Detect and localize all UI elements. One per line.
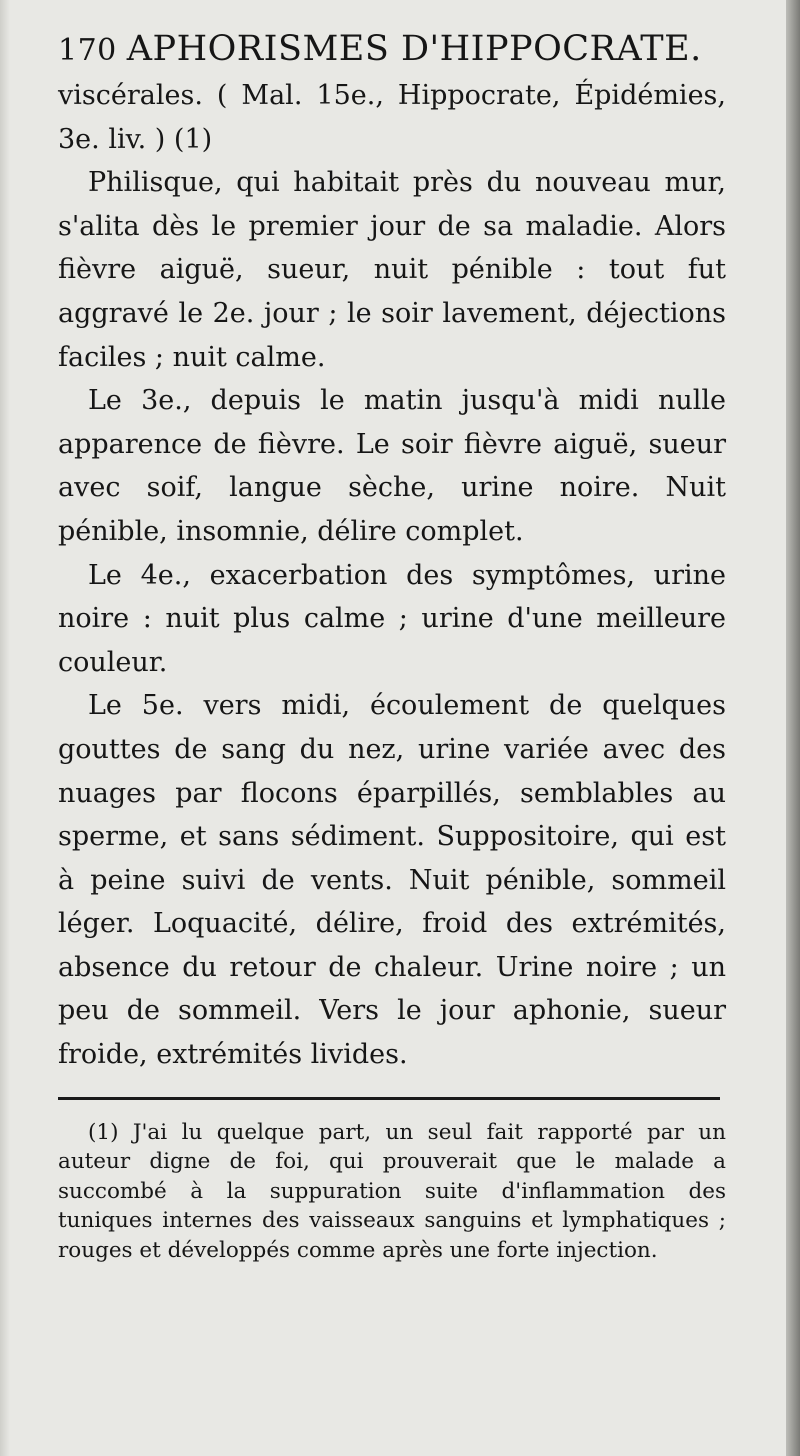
paragraph-day-4: Le 4e., exacerbation des symptômes, urine noire : nuit plus calme ; urine d'une meilleure couleur.: [58, 559, 726, 678]
body-text: [58, 74, 726, 1077]
footnote-separator: [58, 1097, 720, 1100]
running-head: [58, 24, 726, 74]
page-number: 170: [58, 33, 117, 68]
footnote-text: (1) J'ai lu quelque part, un seul fait rapporté par un auteur digne de foi, qui prouverait que le malade a succombé à la suppuration suite d'inflammation des tuniques internes des vaisseaux sanguins et lymphatiques ; rouges et développés comme après une forte injection.: [58, 1119, 726, 1264]
paragraph-day-3: Le 3e., depuis le matin jusqu'à midi nulle apparence de fièvre. Le soir fièvre aiguë, sueur avec soif, langue sèche, urine noire. Nuit pénible, insomnie, délire complet.: [58, 385, 726, 547]
page-right-edge: [786, 0, 800, 1456]
page-left-edge: [0, 0, 10, 1456]
running-title: APHORISMES D'HIPPOCRATE.: [126, 29, 702, 69]
footnote: [58, 1118, 726, 1266]
paragraph-continuation: viscérales. ( Mal. 15e., Hippocrate, Épidémies, 3e. liv. ) (1): [58, 80, 726, 155]
page-content: [58, 24, 726, 1266]
paragraph-philisque: Philisque, qui habitait près du nouveau mur, s'alita dès le premier jour de sa maladie. Alors fièvre aiguë, sueur, nuit pénible : tout fut aggravé le 2e. jour ; le soir lavement, déjections faciles ; nuit calme.: [58, 167, 726, 373]
paragraph-day-5: Le 5e. vers midi, écoulement de quelques gouttes de sang du nez, urine variée avec des nuages par flocons éparpillés, semblables au sperme, et sans sédiment. Suppositoire, qui est à peine suivi de vents. Nuit pénible, sommeil léger. Loquacité, délire, froid des extrémités, absence du retour de chaleur. Urine noire ; un peu de sommeil. Vers le jour aphonie, sueur froide, extrémités livides.: [58, 690, 726, 1071]
